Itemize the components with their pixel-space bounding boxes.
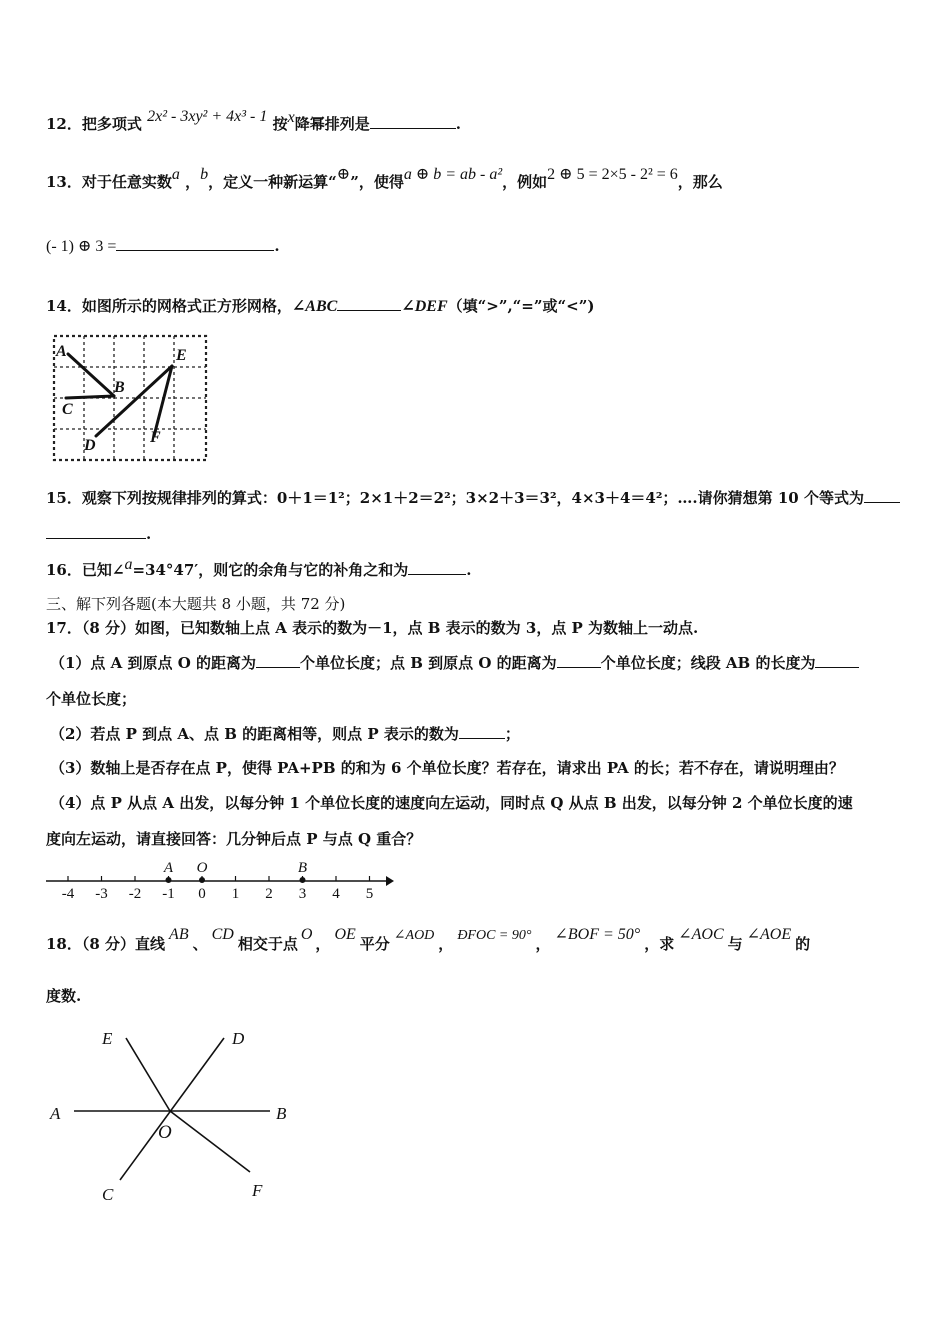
q17-p1-blank-1[interactable] — [256, 653, 300, 668]
q17-p2-blank[interactable] — [459, 724, 505, 739]
q14-segment-ab — [68, 354, 114, 396]
point-b-dot — [300, 877, 306, 883]
q15-answer-blank-2[interactable] — [46, 524, 146, 539]
q13-example: 2 ⊕ 5 = 2×5 - 2² = 6 — [547, 166, 678, 183]
q15-text: 15．观察下列按规律排列的算式：0＋1＝1²；2×1＋2＝2²；3×2＋3＝3²，4×3＋4＝4²；….请你猜想第 10 个等式为 — [46, 489, 864, 507]
q18-angle-aoc: ∠AOC — [678, 926, 724, 943]
q18-comma-1: ， — [315, 935, 331, 953]
q18-comma-2: ， — [438, 935, 454, 953]
q14-answer-blank[interactable] — [337, 296, 401, 311]
q18-sep: 、 — [192, 935, 208, 953]
q16-answer-blank[interactable] — [408, 560, 466, 575]
q14-label-b: B — [114, 379, 125, 396]
question-18-line-2: 度数. — [46, 987, 82, 1005]
fig-label-f: F — [252, 1181, 263, 1200]
q14-segment-ef — [154, 366, 172, 436]
q17-p2-text-a: （2）若点 P 到点 A、点 B 的距离相等，则点 P 表示的数为 — [50, 725, 459, 743]
q18-text-3: ，求 — [644, 935, 675, 953]
q17-p1-text-c: 个单位长度；线段 AB 的长度为 — [600, 654, 816, 672]
q14-label-a: A — [56, 343, 67, 360]
q18-angle-bof: ∠BOF = 50° — [554, 926, 641, 943]
axis-tick-label: 2 — [265, 886, 273, 902]
q17-p1-text-a: （1）点 A 到原点 O 的距离为 — [50, 654, 257, 672]
fig-label-a: A — [50, 1104, 61, 1123]
question-15-line-2 — [46, 524, 151, 544]
axis-tick-label: 4 — [332, 886, 340, 902]
q18-line-cd: CD — [211, 926, 234, 943]
q17-part-4-line-2: 度向左运动，请直接回答：几分钟后点 P 与点 Q 重合？ — [46, 830, 422, 848]
q12-variable: x — [287, 109, 295, 126]
q14-segment-cb — [66, 396, 114, 398]
q18-number: 18．（8 分）直线 — [46, 935, 166, 953]
fig-label-o: O — [158, 1122, 172, 1143]
q14-label-e: E — [176, 347, 187, 364]
q12-text-3: 降幂排列是 — [294, 115, 370, 133]
q14-label-d: D — [84, 437, 96, 454]
q18-figure — [40, 1020, 310, 1210]
q17-p2-text-b: ； — [504, 725, 520, 743]
q13-definition: a ⊕ b = ab - a² — [403, 166, 503, 183]
q16-end: . — [466, 561, 472, 579]
q14-angle-def: ∠DEF — [401, 298, 448, 315]
question-13 — [46, 166, 723, 193]
q18-text-4: 与 — [727, 935, 743, 953]
point-o-dot — [199, 877, 205, 883]
q15-answer-blank-1[interactable] — [864, 488, 900, 503]
ray-of — [170, 1111, 250, 1172]
q17-part-3: （3）数轴上是否存在点 P，使得 PA+PB 的和为 6 个单位长度？若存在，请求出 PA 的长；若不存在，请说明理由？ — [50, 759, 844, 777]
question-18 — [46, 926, 811, 956]
q17-part-1 — [50, 653, 859, 673]
section-3-title: 三、解下列各题(本大题共 8 小题，共 72 分) — [46, 595, 346, 613]
line-cd — [120, 1038, 224, 1180]
q13-expression: (- 1) ⊕ 3 = — [46, 238, 117, 255]
q12-text-2: 按 — [272, 115, 288, 133]
q14-text-2: （填“>”,“=”或“<”) — [447, 297, 595, 315]
axis-tick-label: 3 — [298, 886, 307, 902]
q14-grid-figure — [50, 332, 210, 464]
q13-text-5: ，那么 — [677, 173, 723, 191]
q18-angle-foc: ÐFOC = 90° — [457, 928, 532, 943]
axis-tick-label: -1 — [162, 886, 175, 902]
q15-end: . — [146, 525, 152, 543]
axis-tick-label: 0 — [198, 886, 206, 902]
number-line-arrow — [386, 876, 394, 886]
q14-label-c: C — [62, 401, 73, 418]
q13-text-4: ，例如 — [502, 173, 548, 191]
q18-line-ab: AB — [169, 926, 189, 943]
q13-number: 13． — [46, 173, 82, 191]
q14-angle-abc: ∠ABC — [291, 298, 338, 315]
axis-tick-label: -3 — [95, 886, 108, 902]
q18-point-o: O — [300, 926, 313, 943]
q17-part-2 — [50, 724, 520, 744]
fig-label-c: C — [102, 1185, 114, 1204]
point-a-dot — [166, 877, 172, 883]
q14-segment-ed — [96, 366, 172, 436]
question-16 — [46, 556, 472, 581]
q17-p1-text-b: 个单位长度；点 B 到原点 O 的距离为 — [300, 654, 557, 672]
question-13-line-2 — [46, 236, 280, 257]
q17-number-line — [40, 856, 400, 902]
fig-label-d: D — [232, 1029, 245, 1048]
axis-tick-label: -2 — [128, 886, 142, 902]
fig-label-e: E — [102, 1029, 113, 1048]
q18-angle-aod: ∠AOD — [393, 928, 435, 943]
fig-label-b: B — [276, 1104, 287, 1123]
q16-text: =34°47′，则它的余角与它的补角之和为 — [132, 561, 409, 579]
axis-tick-label: -4 — [61, 886, 75, 902]
q14-text-1: 如图所示的网格式正方形网格， — [81, 297, 292, 315]
q18-angle-aoe: ∠AOE — [746, 926, 792, 943]
q17-p1-blank-2[interactable] — [557, 653, 601, 668]
q12-end: . — [455, 115, 461, 133]
q17-part-4: （4）点 P 从点 A 出发，以每分钟 1 个单位长度的速度向左运动，同时点 Q 从点 B 出发，以每分钟 2 个单位长度的速 — [50, 794, 853, 812]
question-15 — [46, 488, 900, 508]
q17-p1-blank-3[interactable] — [815, 653, 859, 668]
point-o-label: O — [196, 860, 208, 876]
axis-tick-label: 1 — [231, 886, 240, 902]
q13-text-1: 对于任意实数 — [81, 173, 172, 191]
q18-text-5: 的 — [795, 935, 811, 953]
q13-var-b: b — [200, 166, 209, 183]
q13-var-a: a — [171, 166, 180, 183]
q14-label-f: F — [150, 429, 161, 446]
q16-alpha: a — [124, 556, 133, 573]
q12-answer-blank[interactable] — [370, 114, 456, 129]
q18-comma-3: ， — [535, 935, 551, 953]
q17-part-1-line-2: 个单位长度； — [46, 690, 137, 708]
q13-text-3: ”，使得 — [350, 173, 404, 191]
q13-end: . — [274, 237, 280, 255]
q13-answer-blank[interactable] — [116, 236, 274, 251]
q12-number: 12． — [46, 115, 82, 133]
q18-text-1: 相交于点 — [237, 935, 298, 953]
q18-ray-oe: OE — [334, 926, 356, 943]
q13-comma: ， — [185, 173, 201, 191]
axis-tick-label: 5 — [365, 886, 374, 902]
point-b-label: B — [297, 860, 308, 876]
q14-number: 14． — [46, 297, 82, 315]
q12-text-1: 把多项式 — [81, 115, 142, 133]
question-12 — [46, 108, 461, 135]
point-a-label: A — [163, 860, 174, 876]
q12-polynomial: 2x² - 3xy² + 4x³ - 1 — [147, 108, 268, 125]
ray-oe — [126, 1038, 170, 1111]
q13-operator: ⊕ — [336, 166, 351, 183]
q13-text-2: ，定义一种新运算“ — [208, 173, 337, 191]
q16-number: 16．已知∠ — [46, 561, 125, 579]
question-14 — [46, 296, 594, 317]
q18-text-2: 平分 — [359, 935, 390, 953]
q17-stem: 17．（8 分）如图，已知数轴上点 A 表示的数为－1，点 B 表示的数为 3，点 P 为数轴上一动点. — [46, 619, 699, 637]
